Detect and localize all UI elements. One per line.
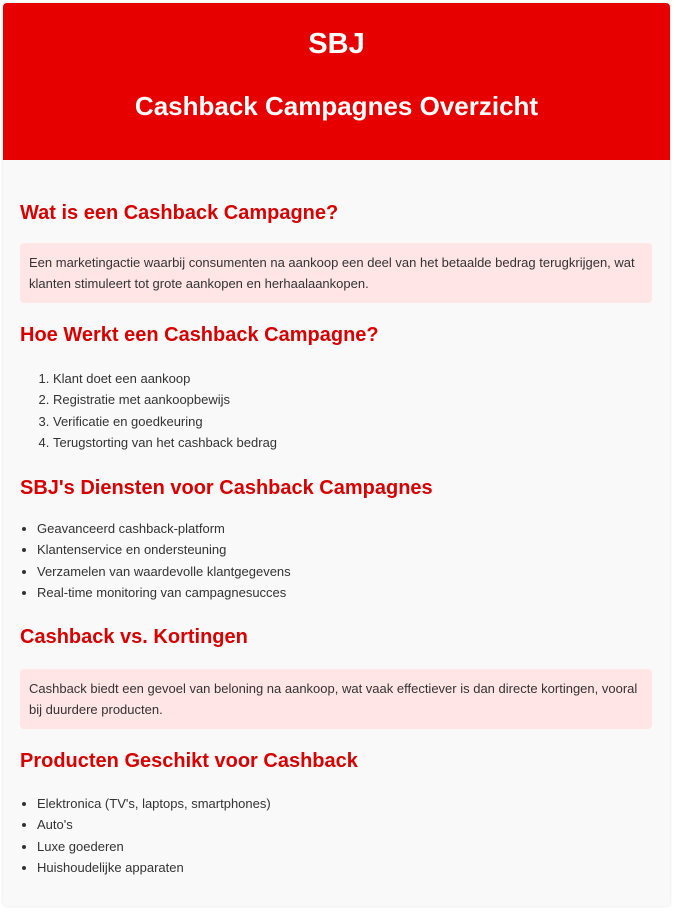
- page-title: Cashback Campagnes Overzicht: [134, 91, 539, 121]
- brand-name: SBJ: [308, 28, 365, 60]
- section-heading-what: Wat is een Cashback Campagne?: [20, 202, 339, 224]
- comparison-box: Cashback biedt een gevoel van beloning na aankoop, wat vaak effectiever is dan directe kortingen, vooral bij duurdere producten.: [20, 669, 652, 729]
- list-item: • Verzamelen van waardevolle klantgegevens: [37, 561, 291, 582]
- list-item: • Elektronica (TV's, laptops, smartphones): [37, 793, 271, 814]
- list-item: • Geavanceerd cashback-platform: [37, 518, 291, 539]
- section-heading-products: Producten Geschikt voor Cashback: [20, 750, 358, 772]
- steps-list: [20, 368, 277, 454]
- list-item: • Huishoudelijke apparaten: [37, 857, 271, 878]
- list-item: • Klantenservice en ondersteuning: [37, 539, 291, 560]
- list-item: 4. Terugstorting van het cashback bedrag: [53, 432, 277, 453]
- section-heading-versus: Cashback vs. Kortingen: [20, 626, 248, 648]
- definition-box: Een marketingactie waarbij consumenten na aankoop een deel van het betaalde bedrag terugkrijgen, wat klanten stimuleert tot grote aankopen en herhaalaankopen.: [20, 243, 652, 303]
- list-item: 1. Klant doet een aankoop: [53, 368, 277, 389]
- section-heading-how: Hoe Werkt een Cashback Campagne?: [20, 324, 379, 346]
- section-heading-services: SBJ's Diensten voor Cashback Campagnes: [20, 477, 433, 499]
- list-item: 2. Registratie met aankoopbewijs: [53, 389, 277, 410]
- list-item: • Real-time monitoring van campagnesucces: [37, 582, 291, 603]
- list-item: • Auto's: [37, 814, 271, 835]
- list-item: 3. Verificatie en goedkeuring: [53, 411, 277, 432]
- list-item: • Luxe goederen: [37, 836, 271, 857]
- page-card: [3, 3, 670, 906]
- products-list: [20, 793, 271, 879]
- services-list: [20, 518, 291, 604]
- page-header: [3, 3, 670, 160]
